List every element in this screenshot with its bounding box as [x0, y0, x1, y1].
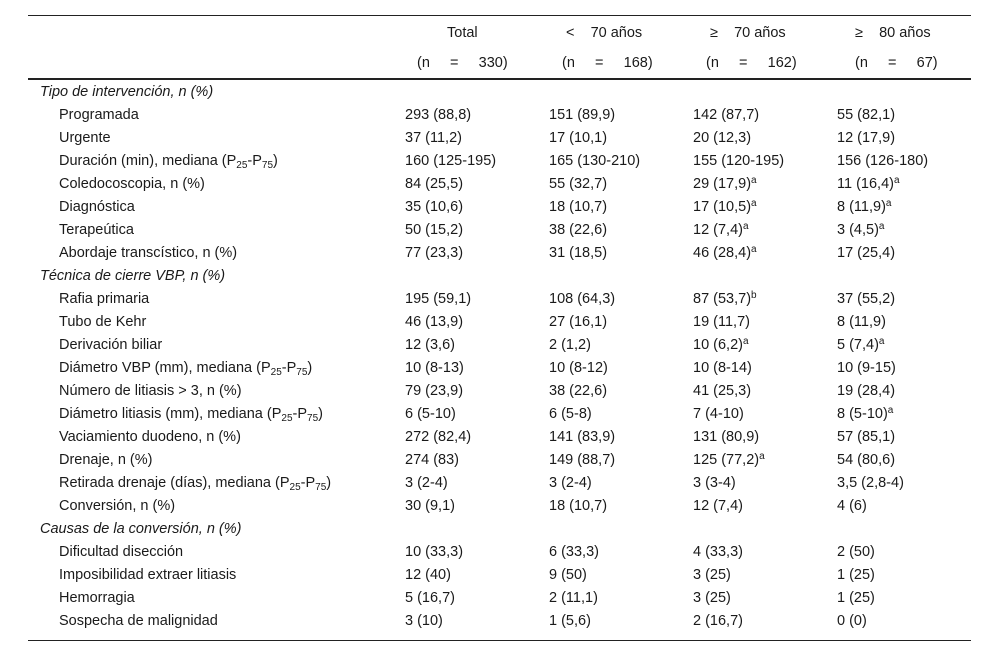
text-run: 55 (82,1)	[837, 107, 896, 123]
table-row	[0, 106, 1000, 129]
text-run: 8 (5-10)	[837, 406, 888, 422]
table-cell	[693, 474, 736, 492]
header-n-total: (n = 330)	[417, 55, 508, 71]
text-run: 18 (10,7)	[549, 199, 608, 215]
text-run: Coledocoscopia, n (%)	[59, 176, 205, 192]
row-label	[59, 428, 241, 446]
text-run: 142 (87,7)	[693, 107, 760, 123]
table-bottom-rule	[28, 640, 971, 641]
table-cell	[693, 198, 757, 216]
table-cell	[549, 428, 615, 446]
row-label	[59, 566, 236, 584]
table-cell	[405, 382, 463, 400]
text-run: 7 (4-10)	[693, 406, 744, 422]
table-row	[0, 497, 1000, 520]
table-cell	[837, 382, 895, 400]
table-cell	[405, 451, 459, 469]
table-cell	[549, 290, 615, 308]
text-run: 6 (5-10)	[405, 406, 456, 422]
row-label	[59, 382, 242, 400]
text-run: 35 (10,6)	[405, 199, 464, 215]
table-cell	[837, 336, 884, 354]
table-cell	[837, 612, 867, 630]
text-run: )	[273, 153, 278, 169]
table-cell	[693, 566, 731, 584]
footnote-mark: a	[878, 221, 885, 232]
header-n-80-plus: (n = 67)	[855, 55, 938, 71]
text-run: Abordaje transcístico, n (%)	[59, 245, 238, 261]
text-run: 6 (33,3)	[549, 544, 599, 560]
table-cell	[693, 451, 765, 469]
text-run: 12 (7,4)	[693, 222, 743, 238]
table-cell	[837, 589, 875, 607]
text-run: 29 (17,9)	[693, 176, 752, 192]
text-run: 19 (28,4)	[837, 383, 896, 399]
section-label: Causas de la conversión, n (%)	[40, 521, 242, 537]
table-cell	[405, 129, 462, 147]
table-cell	[693, 497, 743, 515]
table-cell	[693, 106, 759, 124]
text-run: 10 (33,3)	[405, 544, 464, 560]
text-run: 131 (80,9)	[693, 429, 760, 445]
table-row	[0, 474, 1000, 497]
table-cell	[693, 359, 752, 377]
text-run: 30 (9,1)	[405, 498, 455, 514]
row-label	[59, 589, 135, 607]
text-run: 4 (33,3)	[693, 544, 743, 560]
subscript: 25	[289, 482, 301, 493]
table-cell	[837, 221, 884, 239]
footnote-mark: a	[751, 175, 757, 186]
table-cell	[405, 428, 471, 446]
table-cell	[693, 290, 757, 308]
table-cell	[405, 589, 455, 607]
table-cell	[405, 221, 463, 239]
text-run: 3 (25)	[693, 590, 731, 606]
text-run: 3 (2-4)	[549, 475, 592, 491]
table-cell	[405, 198, 463, 216]
table-row	[0, 428, 1000, 451]
table-cell	[837, 244, 895, 262]
text-run: Rafia primaria	[59, 291, 150, 307]
text-run: 3 (10)	[405, 613, 443, 629]
text-run: 20 (12,3)	[693, 130, 752, 146]
text-run: 2 (11,1)	[549, 590, 598, 606]
footnote-mark: a	[885, 198, 892, 209]
text-run: Diagnóstica	[59, 199, 135, 215]
text-run: 5 (7,4)	[837, 337, 879, 353]
text-run: 54 (80,6)	[837, 452, 896, 468]
text-run: 17 (10,1)	[549, 130, 608, 146]
table-cell	[549, 244, 607, 262]
text-run: 84 (25,5)	[405, 176, 464, 192]
table-cell	[405, 474, 448, 492]
row-label	[59, 313, 146, 331]
text-run: Duración (min), mediana (P	[59, 153, 237, 169]
row-label	[59, 405, 323, 423]
table-cell	[693, 313, 750, 331]
table-cell	[405, 175, 463, 193]
table-cell	[405, 612, 443, 630]
text-run: 12 (3,6)	[405, 337, 455, 353]
header-total: Total	[447, 25, 478, 41]
footnote-mark: a	[878, 336, 885, 347]
subscript: 75	[261, 160, 274, 171]
text-run: 10 (8-14)	[693, 360, 752, 376]
text-run: Número de litiasis > 3, n (%)	[59, 383, 242, 399]
text-run: 125 (77,2)	[693, 452, 760, 468]
table-cell	[549, 589, 598, 607]
row-label	[59, 336, 162, 354]
text-run: 108 (64,3)	[549, 291, 616, 307]
table-cell	[405, 359, 464, 377]
text-run: 3 (4,5)	[837, 222, 879, 238]
table-cell	[693, 175, 757, 193]
text-run: 8 (11,9)	[837, 314, 886, 330]
row-label	[59, 543, 183, 561]
text-run: 1 (25)	[837, 567, 875, 583]
table-row	[0, 290, 1000, 313]
table-cell	[405, 313, 463, 331]
text-run: 141 (83,9)	[549, 429, 616, 445]
text-run: 1 (25)	[837, 590, 875, 606]
table-row	[0, 244, 1000, 267]
row-label	[59, 497, 175, 515]
header-70-plus: ≥ 70 años	[710, 25, 786, 41]
table-cell	[549, 221, 607, 239]
table-row	[0, 221, 1000, 244]
table-cell	[405, 152, 496, 170]
text-run: Terapeútica	[59, 222, 134, 238]
text-run: 12 (7,4)	[693, 498, 743, 514]
table-row	[0, 405, 1000, 428]
text-run: 11 (16,4)	[837, 176, 894, 192]
footnote-mark: a	[759, 451, 765, 462]
text-run: 46 (13,9)	[405, 314, 464, 330]
table-cell	[693, 336, 749, 354]
row-label	[59, 175, 205, 193]
text-run: 38 (22,6)	[549, 222, 608, 238]
header-n-70-plus: (n = 162)	[706, 55, 797, 71]
table-row	[0, 566, 1000, 589]
text-run: 0 (0)	[837, 613, 867, 629]
text-run: 31 (18,5)	[549, 245, 608, 261]
text-run: 10 (8-12)	[549, 360, 608, 376]
subscript: 25	[236, 160, 248, 171]
text-run: -P	[281, 360, 297, 376]
text-run: )	[318, 406, 323, 422]
text-run: 27 (16,1)	[549, 314, 608, 330]
text-run: -P	[300, 475, 316, 491]
text-run: 77 (23,3)	[405, 245, 464, 261]
text-run: 160 (125-195)	[405, 153, 497, 169]
text-run: 4 (6)	[837, 498, 867, 514]
table-cell	[405, 336, 455, 354]
table-cell	[549, 612, 591, 630]
text-run: 10 (6,2)	[693, 337, 743, 353]
text-run: 2 (50)	[837, 544, 875, 560]
table-row	[0, 336, 1000, 359]
subscript: 25	[270, 367, 282, 378]
row-label	[59, 152, 278, 170]
footnote-mark: b	[751, 290, 757, 301]
table-row	[0, 451, 1000, 474]
row-label	[59, 198, 135, 216]
text-run: 18 (10,7)	[549, 498, 608, 514]
text-run: Vaciamiento duodeno, n (%)	[59, 429, 241, 445]
section-row	[0, 83, 1000, 106]
footnote-mark: a	[751, 198, 757, 209]
table-cell	[405, 405, 456, 423]
table-row	[0, 198, 1000, 221]
text-run: 10 (9-15)	[837, 360, 896, 376]
text-run: 3 (25)	[693, 567, 731, 583]
table-cell	[693, 612, 743, 630]
table-cell	[837, 497, 867, 515]
table-cell	[837, 543, 875, 561]
text-run: 155 (120-195)	[693, 153, 785, 169]
table-cell	[549, 175, 607, 193]
table-row	[0, 612, 1000, 635]
text-run: -P	[247, 153, 262, 169]
row-label	[59, 221, 134, 239]
table-cell	[837, 474, 904, 492]
text-run: 3,5 (2,8-4)	[837, 475, 904, 491]
table-cell	[837, 152, 928, 170]
table-cell	[837, 566, 875, 584]
text-run: 5 (16,7)	[405, 590, 455, 606]
text-run: 41 (25,3)	[693, 383, 752, 399]
table-cell	[549, 313, 607, 331]
text-run: Dificultad disección	[59, 544, 184, 560]
table-cell	[837, 359, 896, 377]
subscript: 75	[315, 482, 327, 493]
text-run: 293 (88,8)	[405, 107, 472, 123]
subscript: 25	[281, 413, 293, 424]
text-run: 274 (83)	[405, 452, 460, 468]
table-cell	[405, 244, 463, 262]
text-run: 2 (1,2)	[549, 337, 591, 353]
row-label	[59, 244, 237, 262]
table-cell	[693, 428, 759, 446]
text-run: Imposibilidad extraer litiasis	[59, 567, 237, 583]
table-row	[0, 313, 1000, 336]
text-run: 19 (11,7)	[693, 314, 750, 330]
table-cell	[837, 405, 893, 423]
text-run: 8 (11,9)	[837, 199, 886, 215]
text-run: 3 (2-4)	[405, 475, 448, 491]
table-cell	[693, 152, 784, 170]
text-run: 79 (23,9)	[405, 383, 464, 399]
table-cell	[549, 152, 640, 170]
text-run: 55 (32,7)	[549, 176, 608, 192]
text-run: 156 (126-180)	[837, 153, 929, 169]
table-row	[0, 589, 1000, 612]
table-cell	[837, 198, 891, 216]
row-label	[59, 474, 331, 492]
table-cell	[693, 382, 751, 400]
footnote-mark: a	[887, 405, 894, 416]
text-run: 151 (89,9)	[549, 107, 616, 123]
table-row	[0, 359, 1000, 382]
text-run: -P	[292, 406, 308, 422]
text-run: 1 (5,6)	[549, 613, 591, 629]
table-cell	[405, 543, 463, 561]
text-run: 165 (130-210)	[549, 153, 641, 169]
table-cell	[549, 336, 591, 354]
text-run: Hemorragia	[59, 590, 135, 606]
table-cell	[549, 382, 607, 400]
text-run: 17 (10,5)	[693, 199, 752, 215]
table-row	[0, 543, 1000, 566]
table-cell	[837, 428, 895, 446]
table-row	[0, 382, 1000, 405]
table-cell	[549, 198, 607, 216]
text-run: Programada	[59, 107, 139, 123]
table-cell	[837, 175, 900, 193]
section-row	[0, 520, 1000, 543]
header-80-plus: ≥ 80 años	[855, 25, 931, 41]
section-label: Técnica de cierre VBP, n (%)	[40, 268, 226, 284]
footnote-mark: a	[751, 244, 757, 255]
text-run: Drenaje, n (%)	[59, 452, 153, 468]
row-label	[59, 359, 312, 377]
subscript: 75	[296, 367, 308, 378]
subscript: 75	[307, 413, 319, 424]
table-cell	[693, 543, 743, 561]
table-cell	[549, 106, 615, 124]
table-cell	[693, 221, 749, 239]
text-run: )	[307, 360, 313, 376]
text-run: 87 (53,7)	[693, 291, 752, 307]
text-run: 50 (15,2)	[405, 222, 464, 238]
text-run: Diámetro litiasis (mm), mediana (P	[59, 406, 282, 422]
text-run: Tubo de Kehr	[59, 314, 147, 330]
text-run: 272 (82,4)	[405, 429, 472, 445]
footnote-mark: a	[742, 221, 749, 232]
section-row	[0, 267, 1000, 290]
table-cell	[693, 405, 744, 423]
row-label	[59, 290, 149, 308]
table-cell	[549, 543, 599, 561]
row-label	[59, 106, 139, 124]
text-run: )	[326, 475, 332, 491]
header-under-70: < 70 años	[566, 25, 643, 41]
footnote-mark: a	[893, 175, 900, 186]
header-rule	[28, 78, 971, 80]
row-label	[59, 612, 218, 630]
table-cell	[405, 497, 455, 515]
table-cell	[837, 313, 886, 331]
text-run: Conversión, n (%)	[59, 498, 176, 514]
text-run: 12 (40)	[405, 567, 451, 583]
table-cell	[549, 497, 607, 515]
text-run: 2 (16,7)	[693, 613, 743, 629]
text-run: 149 (88,7)	[549, 452, 616, 468]
table-cell	[837, 290, 895, 308]
table-cell	[549, 451, 615, 469]
table-cell	[693, 589, 731, 607]
text-run: 6 (5-8)	[549, 406, 592, 422]
table-cell	[549, 129, 607, 147]
text-run: Retirada drenaje (días), mediana (P	[59, 475, 290, 491]
text-run: 38 (22,6)	[549, 383, 608, 399]
table-cell	[549, 405, 592, 423]
table-cell	[549, 359, 608, 377]
row-label	[59, 451, 152, 469]
footnote-mark: a	[742, 336, 749, 347]
table-top-rule	[28, 15, 971, 16]
text-run: 37 (55,2)	[837, 291, 896, 307]
text-run: 9 (50)	[549, 567, 587, 583]
text-run: Diámetro VBP (mm), mediana (P	[59, 360, 271, 376]
text-run: 195 (59,1)	[405, 291, 472, 307]
text-run: 17 (25,4)	[837, 245, 896, 261]
table-cell	[549, 566, 587, 584]
row-label	[59, 129, 111, 147]
text-run: 12 (17,9)	[837, 130, 896, 146]
table-cell	[405, 566, 451, 584]
text-run: 10 (8-13)	[405, 360, 464, 376]
text-run: 57 (85,1)	[837, 429, 896, 445]
table-cell	[549, 474, 592, 492]
text-run: Derivación biliar	[59, 337, 163, 353]
text-run: Sospecha de malignidad	[59, 613, 218, 629]
table-cell	[837, 451, 895, 469]
table-cell	[837, 106, 895, 124]
section-label: Tipo de intervención, n (%)	[40, 84, 214, 100]
text-run: 3 (3-4)	[693, 475, 736, 491]
text-run: Urgente	[59, 130, 111, 146]
table-cell	[837, 129, 895, 147]
table-cell	[405, 106, 471, 124]
table-cell	[693, 244, 757, 262]
table-cell	[693, 129, 751, 147]
table-row	[0, 152, 1000, 175]
header-n-under-70: (n = 168)	[562, 55, 653, 71]
table-row	[0, 175, 1000, 198]
text-run: 46 (28,4)	[693, 245, 752, 261]
table-row	[0, 129, 1000, 152]
text-run: 37 (11,2)	[405, 130, 462, 146]
table-cell	[405, 290, 471, 308]
